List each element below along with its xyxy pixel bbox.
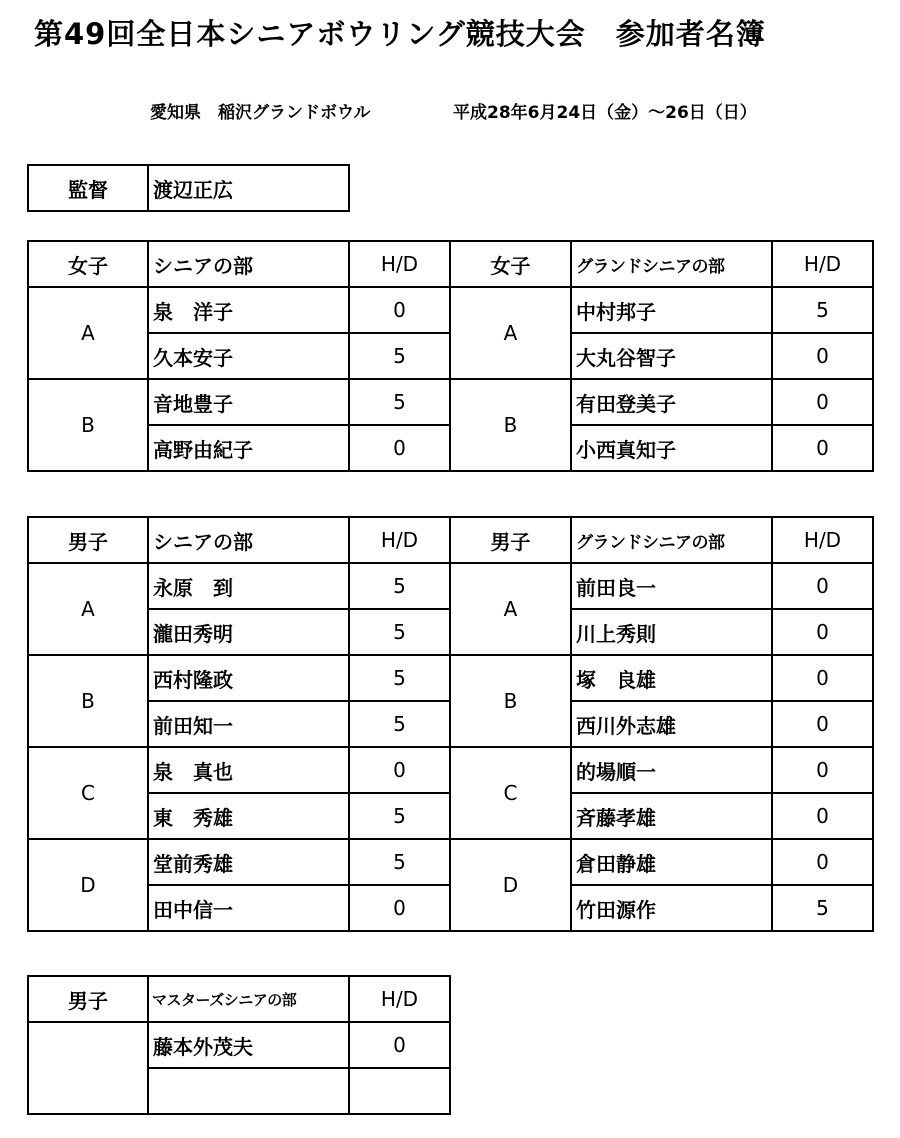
player-name: 音地豊子 xyxy=(148,379,349,425)
coach-label: 監督 xyxy=(28,165,148,211)
header-division: グランドシニアの部 xyxy=(571,241,772,287)
player-hd xyxy=(349,1068,450,1114)
player-name: 小西真知子 xyxy=(571,425,772,471)
team-label: B xyxy=(28,655,148,747)
player-hd: 5 xyxy=(349,563,450,609)
header-hd: H/D xyxy=(349,241,450,287)
header-division: シニアの部 xyxy=(148,517,349,563)
table-header-row xyxy=(28,976,450,1022)
team-label: B xyxy=(450,379,571,471)
table-row xyxy=(28,563,873,609)
team-label xyxy=(28,1022,148,1114)
table-header-row xyxy=(28,241,873,287)
player-hd: 0 xyxy=(772,425,873,471)
player-hd: 5 xyxy=(772,885,873,931)
masters-roster-table xyxy=(27,975,451,1115)
player-name: 永原 到 xyxy=(148,563,349,609)
player-hd: 0 xyxy=(772,655,873,701)
team-label: A xyxy=(28,563,148,655)
table-row xyxy=(28,287,873,333)
player-hd: 0 xyxy=(349,425,450,471)
player-hd: 5 xyxy=(349,839,450,885)
coach-name: 渡辺正広 xyxy=(148,165,349,211)
player-hd: 0 xyxy=(772,563,873,609)
player-name: 高野由紀子 xyxy=(148,425,349,471)
header-gender: 女子 xyxy=(450,241,571,287)
table-row xyxy=(28,747,873,793)
player-name: 前田良一 xyxy=(571,563,772,609)
page-title: 第49回全日本シニアボウリング競技大会 参加者名簿 xyxy=(34,17,766,51)
team-label: D xyxy=(28,839,148,931)
player-hd: 0 xyxy=(772,701,873,747)
player-name: 川上秀則 xyxy=(571,609,772,655)
player-hd: 0 xyxy=(349,287,450,333)
team-label: A xyxy=(28,287,148,379)
team-label: D xyxy=(450,839,571,931)
men-roster-table xyxy=(27,516,874,932)
header-hd: H/D xyxy=(772,241,873,287)
player-hd: 5 xyxy=(349,379,450,425)
table-row xyxy=(28,1022,450,1068)
table-row xyxy=(28,655,873,701)
player-name: 中村邦子 xyxy=(571,287,772,333)
event-dates: 平成28年6月24日（金）～26日（日） xyxy=(453,103,757,123)
player-hd: 0 xyxy=(349,747,450,793)
player-name: 倉田静雄 xyxy=(571,839,772,885)
table-header-row xyxy=(28,517,873,563)
player-hd: 5 xyxy=(349,655,450,701)
player-hd: 5 xyxy=(349,609,450,655)
team-label: A xyxy=(450,287,571,379)
table-row xyxy=(28,839,873,885)
player-hd: 0 xyxy=(772,379,873,425)
player-name: 西川外志雄 xyxy=(571,701,772,747)
header-hd: H/D xyxy=(772,517,873,563)
header-division: マスターズシニアの部 xyxy=(148,976,349,1022)
player-hd: 5 xyxy=(349,701,450,747)
header-division: シニアの部 xyxy=(148,241,349,287)
team-label: B xyxy=(450,655,571,747)
player-name: 前田知一 xyxy=(148,701,349,747)
header-hd: H/D xyxy=(349,517,450,563)
player-name: 藤本外茂夫 xyxy=(148,1022,349,1068)
women-roster-table xyxy=(27,240,874,472)
player-name: 田中信一 xyxy=(148,885,349,931)
player-name: 塚 良雄 xyxy=(571,655,772,701)
player-name: 堂前秀雄 xyxy=(148,839,349,885)
header-hd: H/D xyxy=(349,976,450,1022)
header-division: グランドシニアの部 xyxy=(571,517,772,563)
table-row xyxy=(28,379,873,425)
player-name: 大丸谷智子 xyxy=(571,333,772,379)
player-hd: 0 xyxy=(772,839,873,885)
player-name: 的場順一 xyxy=(571,747,772,793)
header-gender: 女子 xyxy=(28,241,148,287)
coach-table xyxy=(27,164,350,212)
player-name: 久本安子 xyxy=(148,333,349,379)
team-label: B xyxy=(28,379,148,471)
player-name: 有田登美子 xyxy=(571,379,772,425)
header-gender: 男子 xyxy=(28,517,148,563)
team-label: C xyxy=(450,747,571,839)
player-hd: 5 xyxy=(772,287,873,333)
venue: 愛知県 稲沢グランドボウル xyxy=(150,103,371,123)
player-name: 瀧田秀明 xyxy=(148,609,349,655)
player-hd: 5 xyxy=(349,793,450,839)
player-name: 竹田源作 xyxy=(571,885,772,931)
player-name: 西村隆政 xyxy=(148,655,349,701)
player-name: 泉 洋子 xyxy=(148,287,349,333)
header-gender: 男子 xyxy=(28,976,148,1022)
player-hd: 5 xyxy=(349,333,450,379)
player-hd: 0 xyxy=(772,793,873,839)
player-hd: 0 xyxy=(772,747,873,793)
team-label: A xyxy=(450,563,571,655)
player-name: 泉 真也 xyxy=(148,747,349,793)
player-hd: 0 xyxy=(349,1022,450,1068)
player-hd: 0 xyxy=(772,609,873,655)
player-name xyxy=(148,1068,349,1114)
player-hd: 0 xyxy=(772,333,873,379)
player-name: 斉藤孝雄 xyxy=(571,793,772,839)
player-name: 東 秀雄 xyxy=(148,793,349,839)
header-gender: 男子 xyxy=(450,517,571,563)
player-hd: 0 xyxy=(349,885,450,931)
team-label: C xyxy=(28,747,148,839)
